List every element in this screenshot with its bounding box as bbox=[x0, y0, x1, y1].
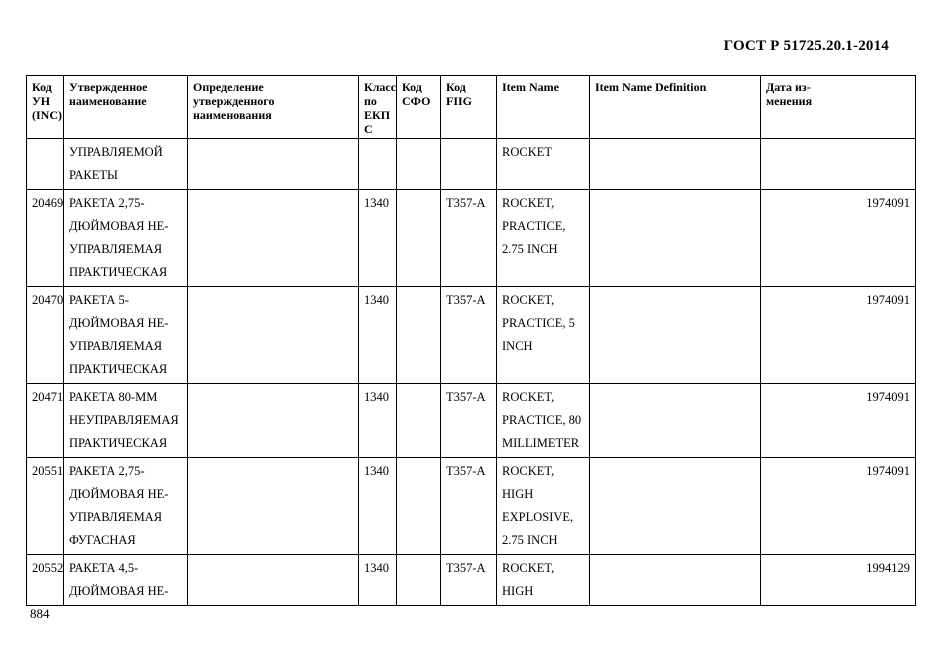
cell-line: ROCKET bbox=[502, 145, 552, 159]
document-title: ГОСТ Р 51725.20.1-2014 bbox=[723, 38, 889, 54]
cell-line: УПРАВЛЯЕМАЯ bbox=[69, 339, 163, 353]
cell-date: 1974091 bbox=[761, 384, 916, 458]
cell-class: 1340 bbox=[359, 287, 397, 384]
cell-date: 1994129 bbox=[761, 555, 916, 606]
cell-line: РАКЕТА 2,75- bbox=[69, 196, 145, 210]
column-header bbox=[441, 76, 497, 139]
cell-item-def bbox=[590, 287, 761, 384]
cell-fiig: T357-A bbox=[441, 287, 497, 384]
cell-line: РАКЕТЫ bbox=[69, 168, 118, 182]
column-header bbox=[27, 76, 64, 139]
cell-line: ROCKET, bbox=[502, 561, 555, 575]
cell-fiig: T357-A bbox=[441, 458, 497, 555]
column-header bbox=[397, 76, 441, 139]
column-header bbox=[590, 76, 761, 139]
cell-sfo bbox=[397, 287, 441, 384]
cell-item-def bbox=[590, 555, 761, 606]
column-header-line: Код bbox=[446, 80, 466, 94]
cell-definition bbox=[188, 384, 359, 458]
column-header-line: Утвержденное bbox=[69, 80, 148, 94]
cell-name bbox=[64, 384, 188, 458]
cell-code: 20470 bbox=[27, 287, 64, 384]
cell-line: ROCKET, bbox=[502, 196, 555, 210]
cell-line: INCH bbox=[502, 339, 533, 353]
cell-date: 1974091 bbox=[761, 458, 916, 555]
cell-fiig bbox=[441, 139, 497, 190]
cell-item-def bbox=[590, 384, 761, 458]
cell-line: ФУГАСНАЯ bbox=[69, 533, 136, 547]
column-header-line: Item Name Definition bbox=[595, 80, 707, 94]
cell-definition bbox=[188, 190, 359, 287]
cell-line: EXPLOSIVE, bbox=[502, 510, 574, 524]
column-header-line: менения bbox=[766, 94, 813, 108]
cell-line: РАКЕТА 5- bbox=[69, 293, 129, 307]
cell-line: PRACTICE, 5 bbox=[502, 316, 575, 330]
table-row bbox=[27, 458, 916, 555]
column-header-line: С bbox=[364, 122, 373, 136]
column-header bbox=[761, 76, 916, 139]
cell-date: 1974091 bbox=[761, 287, 916, 384]
column-header bbox=[359, 76, 397, 139]
cell-line: НЕУПРАВЛЯЕМАЯ bbox=[69, 413, 179, 427]
table-row bbox=[27, 190, 916, 287]
cell-code: 20469 bbox=[27, 190, 64, 287]
cell-class: 1340 bbox=[359, 458, 397, 555]
cell-item-name bbox=[497, 555, 590, 606]
column-header bbox=[188, 76, 359, 139]
cell-line: РАКЕТА 2,75- bbox=[69, 464, 145, 478]
column-header-line: ЕКП bbox=[364, 108, 391, 122]
cell-line: 2.75 INCH bbox=[502, 242, 558, 256]
cell-line: РАКЕТА 4,5- bbox=[69, 561, 139, 575]
cell-date: 1974091 bbox=[761, 190, 916, 287]
cell-line: ДЮЙМОВАЯ НЕ- bbox=[69, 219, 169, 233]
cell-fiig: T357-A bbox=[441, 555, 497, 606]
cell-line: PRACTICE, 80 bbox=[502, 413, 582, 427]
column-header bbox=[497, 76, 590, 139]
cell-line: 2.75 INCH bbox=[502, 533, 558, 547]
cell-class bbox=[359, 139, 397, 190]
cell-item-name bbox=[497, 384, 590, 458]
table-row bbox=[27, 384, 916, 458]
cell-line: УПРАВЛЯЕМОЙ bbox=[69, 145, 163, 159]
cell-line: УПРАВЛЯЕМАЯ bbox=[69, 242, 163, 256]
cell-definition bbox=[188, 555, 359, 606]
cell-code: 20552 bbox=[27, 555, 64, 606]
table-row bbox=[27, 139, 916, 190]
cell-line: ПРАКТИЧЕСКАЯ bbox=[69, 265, 168, 279]
column-header-line: Код bbox=[402, 80, 422, 94]
cell-name bbox=[64, 139, 188, 190]
cell-line: ROCKET, bbox=[502, 390, 555, 404]
column-header-line: по bbox=[364, 94, 377, 108]
cell-definition bbox=[188, 139, 359, 190]
cell-fiig: T357-A bbox=[441, 384, 497, 458]
cell-sfo bbox=[397, 190, 441, 287]
cell-sfo bbox=[397, 139, 441, 190]
cell-line: РАКЕТА 80-ММ bbox=[69, 390, 158, 404]
column-header-line: Item Name bbox=[502, 80, 559, 94]
cell-line: ПРАКТИЧЕСКАЯ bbox=[69, 436, 168, 450]
column-header-line: Класс bbox=[364, 80, 397, 94]
cell-code: 20471 bbox=[27, 384, 64, 458]
cell-line: ДЮЙМОВАЯ НЕ- bbox=[69, 487, 169, 501]
cell-name bbox=[64, 555, 188, 606]
table-header-row bbox=[27, 76, 916, 139]
cell-item-def bbox=[590, 458, 761, 555]
column-header-line: УН bbox=[32, 94, 51, 108]
cell-line: ДЮЙМОВАЯ НЕ- bbox=[69, 584, 169, 598]
cell-line: ДЮЙМОВАЯ НЕ- bbox=[69, 316, 169, 330]
column-header bbox=[64, 76, 188, 139]
column-header-line: наименования bbox=[193, 108, 272, 122]
cell-item-def bbox=[590, 190, 761, 287]
cell-sfo bbox=[397, 384, 441, 458]
cell-line: ROCKET, bbox=[502, 293, 555, 307]
cell-item-name bbox=[497, 190, 590, 287]
cell-line: HIGH bbox=[502, 487, 534, 501]
cell-line: ПРАКТИЧЕСКАЯ bbox=[69, 362, 168, 376]
cell-definition bbox=[188, 287, 359, 384]
cell-item-name bbox=[497, 139, 590, 190]
column-header-line: СФО bbox=[402, 94, 431, 108]
cell-item-name bbox=[497, 287, 590, 384]
column-header-line: (INC) bbox=[32, 108, 62, 122]
cell-class: 1340 bbox=[359, 190, 397, 287]
cell-code: 20551 bbox=[27, 458, 64, 555]
cell-line: MILLIMETER bbox=[502, 436, 580, 450]
cell-date bbox=[761, 139, 916, 190]
cell-name bbox=[64, 458, 188, 555]
catalog-table bbox=[26, 75, 916, 606]
cell-line: PRACTICE, bbox=[502, 219, 566, 233]
table-row bbox=[27, 287, 916, 384]
cell-line: УПРАВЛЯЕМАЯ bbox=[69, 510, 163, 524]
cell-sfo bbox=[397, 458, 441, 555]
column-header-line: утвержденного bbox=[193, 94, 275, 108]
cell-fiig: T357-A bbox=[441, 190, 497, 287]
table-body bbox=[27, 139, 916, 606]
cell-line: ROCKET, bbox=[502, 464, 555, 478]
column-header-line: Определение bbox=[193, 80, 264, 94]
cell-item-name bbox=[497, 458, 590, 555]
cell-item-def bbox=[590, 139, 761, 190]
table-row bbox=[27, 555, 916, 606]
cell-class: 1340 bbox=[359, 384, 397, 458]
cell-sfo bbox=[397, 555, 441, 606]
column-header-line: наименование bbox=[69, 94, 147, 108]
cell-code bbox=[27, 139, 64, 190]
page-number: 884 bbox=[30, 606, 50, 621]
column-header-line: FIIG bbox=[446, 94, 473, 108]
cell-line: HIGH bbox=[502, 584, 534, 598]
column-header-line: Дата из- bbox=[766, 80, 811, 94]
cell-name bbox=[64, 190, 188, 287]
column-header-line: Код bbox=[32, 80, 52, 94]
cell-class: 1340 bbox=[359, 555, 397, 606]
cell-definition bbox=[188, 458, 359, 555]
cell-name bbox=[64, 287, 188, 384]
